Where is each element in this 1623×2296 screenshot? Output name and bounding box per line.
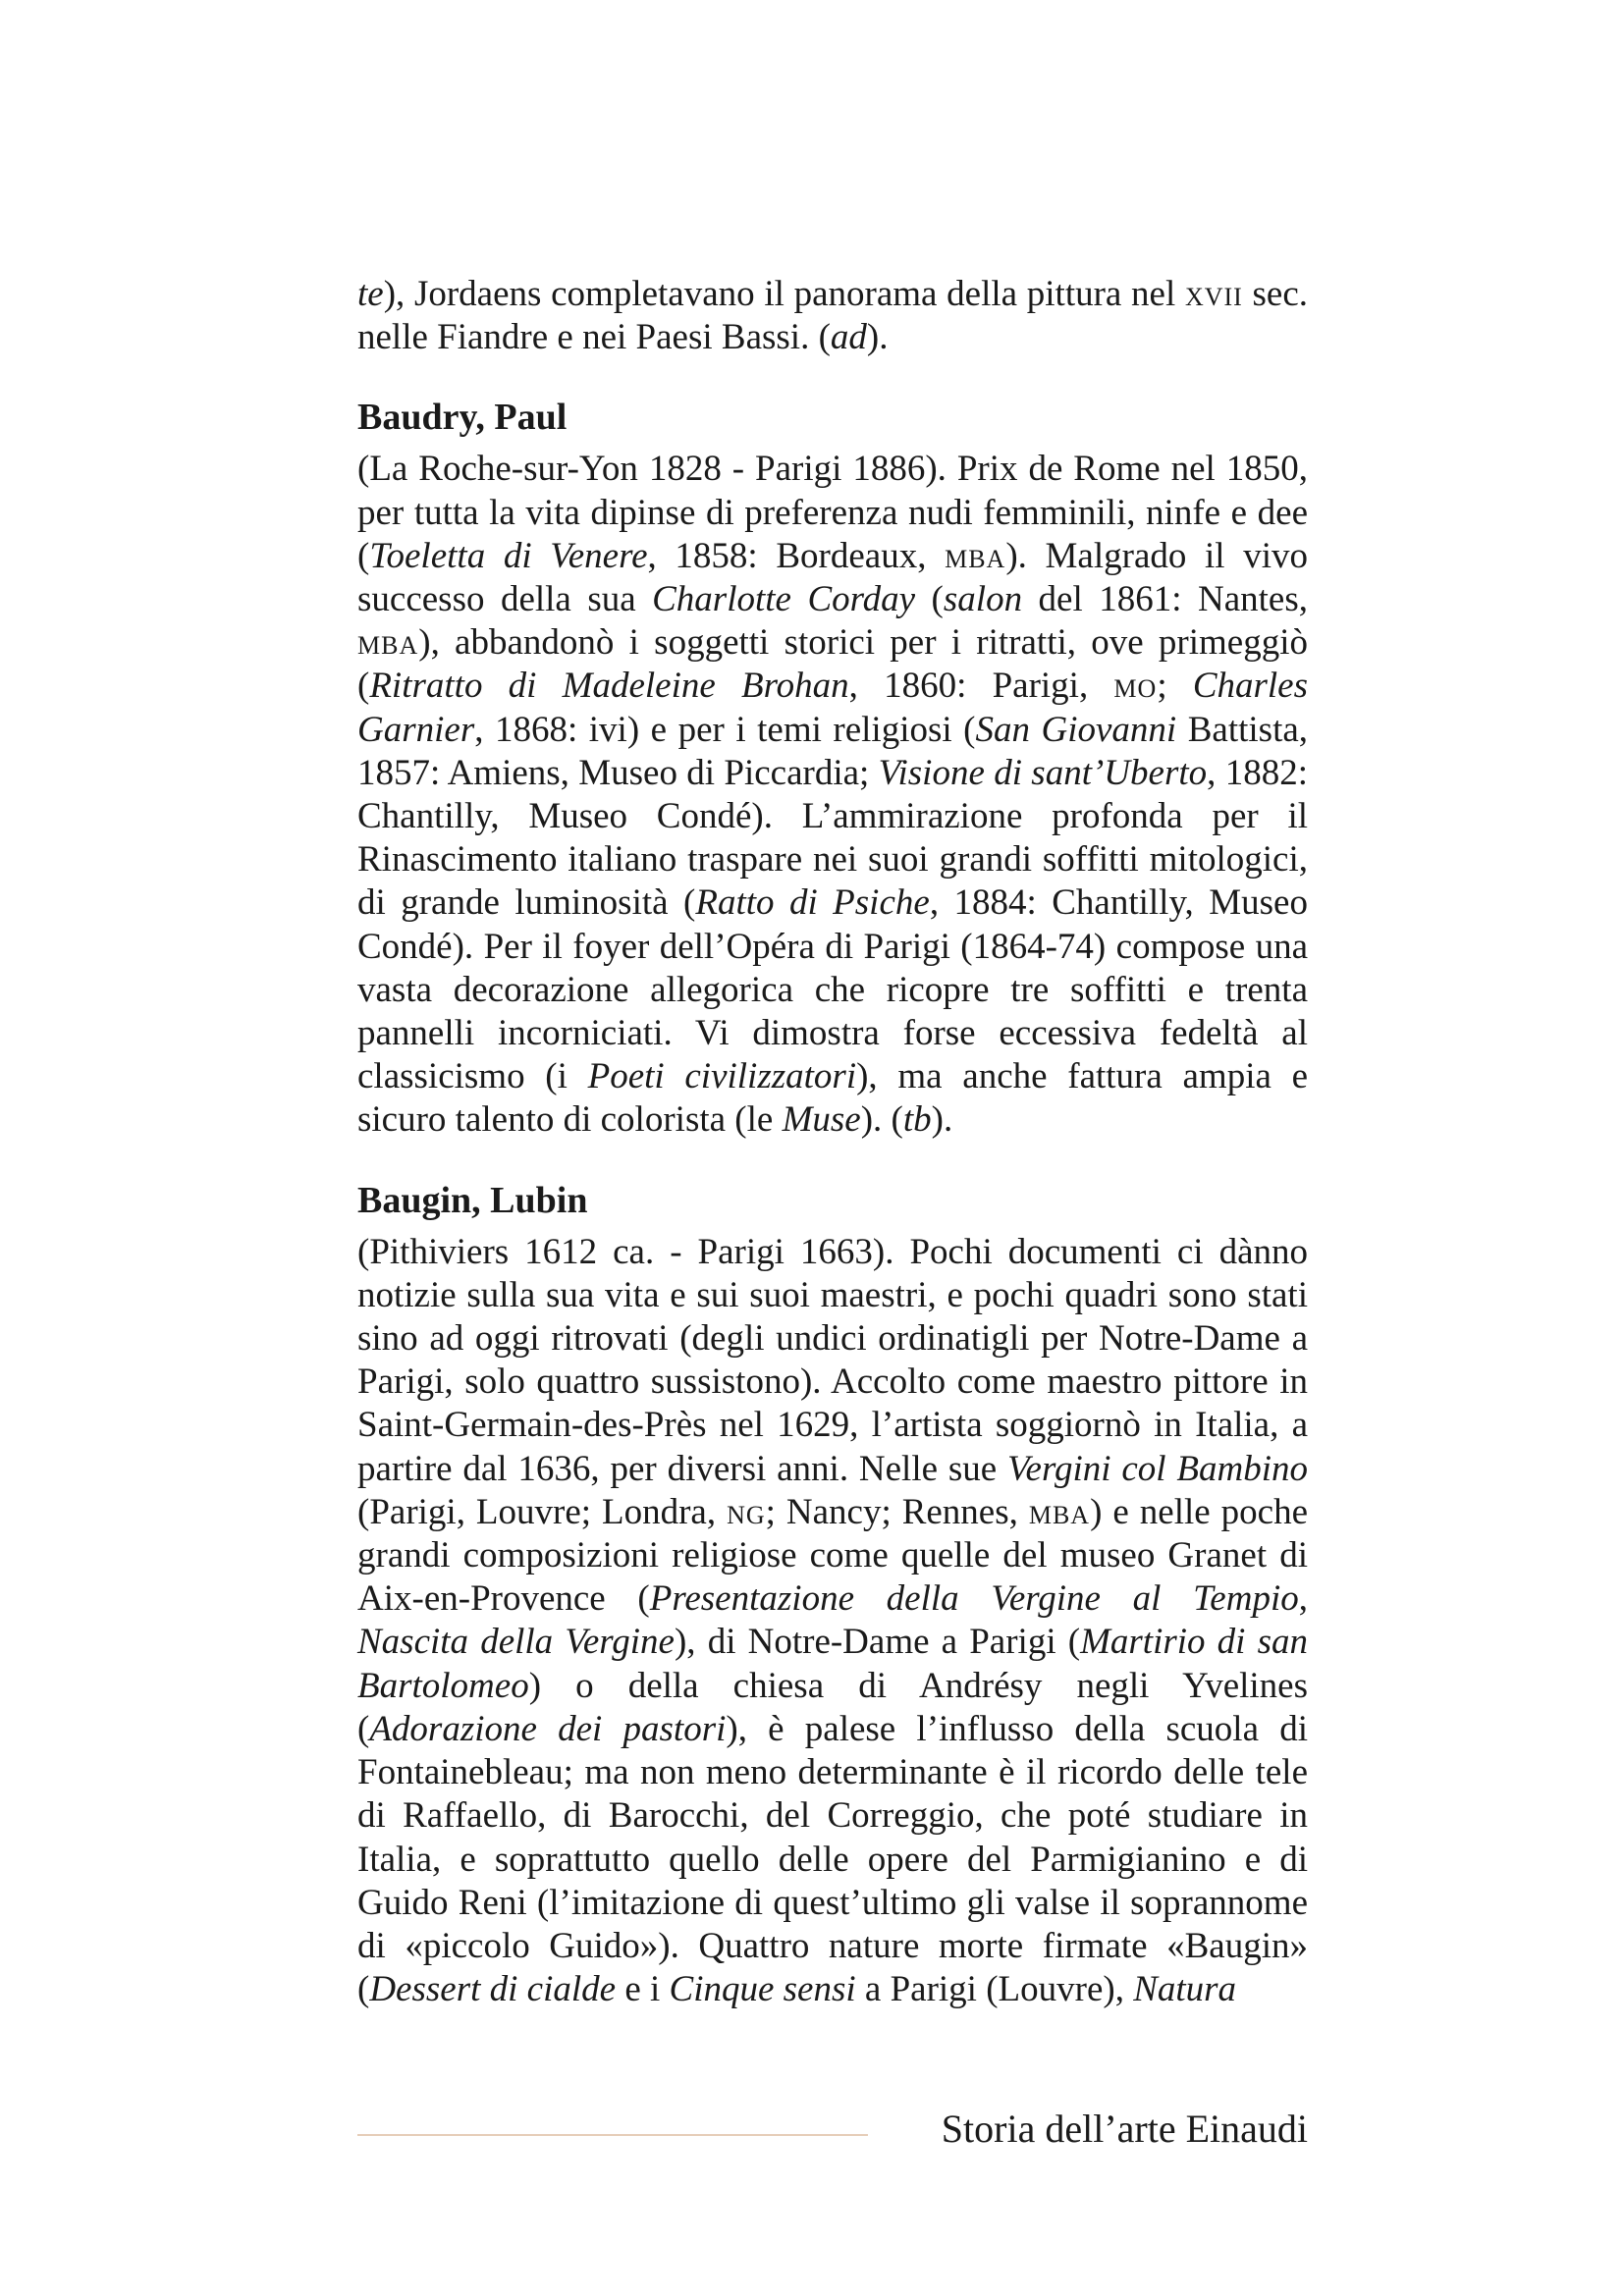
small-caps-run: ng [727, 1491, 766, 1532]
text-run: ), ma anche fattura ampia e sicuro talento di colorista (le [357, 1056, 1309, 1141]
italic-run: Nascita della Vergine [357, 1622, 675, 1663]
italic-run: Toeletta di Venere [369, 535, 648, 576]
text-run: Battista, 1857: Amiens, Museo di Piccardia; [357, 709, 1309, 793]
text-run: ), abbandonò i soggetti storici per i ritratti, ove primeggiò ( [357, 622, 1308, 707]
footer-publisher: Storia dell’arte Einaudi [941, 2107, 1308, 2151]
text-run: ), è palese l’influsso della scuola di Fontainebleau; ma non meno determinante è il ricordo delle tele di Raffaello, di Barocchi, del Correggio, che poté studiare in Italia, e soprattutto quello delle opere del Parmigianino e di Guido Reni (l’imitazione di quest’ultimo gli valse il soprannome di «piccolo Guido»). Quattro nature morte firmate «Baugin» ( [357, 1708, 1308, 2010]
footer-rule [357, 2134, 868, 2136]
italic-run: Visione di sant’Uberto [878, 752, 1208, 793]
entry-title-baugin: Baugin, Lubin [357, 1179, 588, 1221]
text-run: ). [866, 317, 889, 358]
text-run: ), Jordaens completavano il panorama della pittura nel [383, 274, 1185, 314]
intro-paragraph [357, 273, 1308, 359]
italic-run: Ritratto di Madeleine Brohan [369, 666, 849, 707]
italic-run: Cinque sensi [669, 1969, 856, 2010]
text-run: (Pithiviers 1612 ca. - Parigi 1663). Pochi documenti ci dànno notizie sulla sua vita e sui suoi maestri, e pochi quadri sono stati sino ad oggi ritrovati (degli undici ordinatigli per Notre-Dame a Parigi, solo quattro sussistono). Accolto come maestro pittore in Saint-Germain-des-Près nel 1629, l’artista soggiornò in Italia, a partire dal 1636, per diversi anni. Nelle sue [357, 1231, 1308, 1489]
italic-run: Muse [782, 1099, 861, 1141]
text-run: e i [616, 1969, 670, 2010]
italic-run: Poeti civilizzatori [587, 1056, 857, 1097]
text-run: ), di Notre-Dame a Parigi ( [674, 1622, 1081, 1663]
text-run: ). Malgrado il vivo successo della sua [357, 535, 1308, 620]
small-caps-run: mba [945, 535, 1006, 576]
text-run: del 1861: Nantes, [1022, 579, 1308, 620]
italic-run: San Giovanni [975, 709, 1177, 750]
italic-run: Charles Garnier [357, 666, 1308, 750]
text-run: a Parigi (Louvre), [855, 1969, 1134, 2010]
small-caps-run: mo [1113, 666, 1158, 707]
text-run: , 1860: Parigi, [848, 666, 1114, 707]
entry-title-baudry: Baudry, Paul [357, 397, 568, 439]
text-run: ). ( [860, 1099, 903, 1141]
italic-run: Presentazione della Vergine al Tempio [649, 1578, 1299, 1620]
italic-run: Charlotte Corday [652, 579, 916, 620]
text-run: sec. nelle Fiandre e nei Paesi Bassi. ( [357, 274, 1308, 358]
text-run: (Parigi, Louvre; Londra, [357, 1491, 728, 1532]
italic-run: Vergini col Bambino [1007, 1448, 1309, 1489]
text-run: , [1298, 1578, 1308, 1620]
entry-text-baudry [357, 448, 1308, 1142]
italic-run: te [357, 274, 384, 314]
italic-run: Natura [1133, 1969, 1237, 2010]
text-run: , 1858: Bordeaux, [647, 535, 946, 576]
text-run: , 1884: Chantilly, Museo Condé). Per il foyer dell’Opéra di Parigi (1864-74) compose una vasta decorazione allegorica che ricopre tre soffitti e trenta pannelli incorniciati. Vi dimostra forse eccessiva fedeltà al classicismo (i [357, 882, 1308, 1097]
text-run: ; [1157, 666, 1193, 707]
text-run: , 1868: ivi) e per i temi religiosi ( [474, 709, 976, 750]
text-run: (La Roche-sur-Yon 1828 - Parigi 1886). Prix de Rome nel 1850, per tutta la vita dipinse di preferenza nudi femminili, ninfe e dee ( [357, 449, 1308, 576]
italic-run: salon [943, 579, 1023, 620]
text-run: ). [931, 1099, 953, 1141]
italic-run: ad [830, 317, 867, 358]
italic-run: Ratto di Psiche [695, 882, 930, 924]
italic-run: Martirio di san Bartolomeo [357, 1622, 1308, 1706]
italic-run: Adorazione dei pastori [369, 1708, 727, 1749]
text-run: ( [915, 579, 944, 620]
document-page [357, 273, 1308, 2011]
small-caps-run: mba [1028, 1491, 1091, 1532]
text-run: , 1882: Chantilly, Museo Condé). L’ammirazione profonda per il Rinascimento italiano traspare nei suoi grandi soffitti mitologici, di grande luminosità ( [357, 752, 1308, 924]
small-caps-run: mba [357, 622, 419, 664]
entry-text-baugin [357, 1231, 1308, 2012]
text-run: ) e nelle poche grandi composizioni religiose come quelle del museo Granet di Aix-en-Provence ( [357, 1491, 1308, 1620]
italic-run: tb [902, 1099, 932, 1141]
small-caps-run: xvii [1184, 274, 1243, 314]
italic-run: Dessert di cialde [369, 1969, 617, 2010]
text-run: ) o della chiesa di Andrésy negli Yvelines ( [357, 1665, 1308, 1749]
text-run: ; Nancy; Rennes, [765, 1491, 1029, 1532]
